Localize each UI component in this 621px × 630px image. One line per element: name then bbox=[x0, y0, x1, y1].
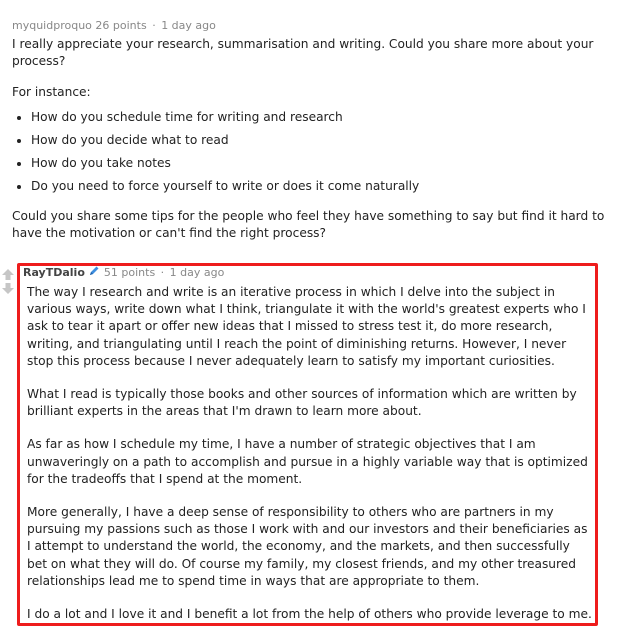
parent-comment bbox=[12, 16, 612, 256]
list-item: • How do you decide what to read bbox=[31, 132, 612, 149]
reply-comment-body bbox=[19, 284, 597, 623]
upvote-arrow-icon[interactable] bbox=[1, 268, 15, 281]
parent-comment-age[interactable]: 1 day ago bbox=[161, 19, 216, 32]
reply-comment-meta bbox=[23, 262, 597, 284]
reply-comment-author[interactable]: RayTDalio bbox=[23, 266, 85, 279]
reply-paragraph: More generally, I have a deep sense of responsibility to others who are partners in my pursuing my passions such as those I work with and our investors and their beneficiaries as I attempt to understand the world, the economy, and the markets, and then successfully bet on what they will do. Of course my family, my closest friends, and my other treasured relationships lead me to spend time in ways that are appropriate to them. bbox=[27, 505, 588, 588]
parent-comment-question-list bbox=[12, 109, 612, 195]
reply-comment-age[interactable]: 1 day ago bbox=[169, 266, 225, 279]
reply-paragraph: The way I research and write is an iterative process in which I delve into the subject in various ways, write down what I think, triangulate it with the world's greatest experts who I ask to tear it apart or offer new ideas that I missed to stress test it, do more research, writing, and triangulating until I reach the point of diminishing returns. However, I never stop this process because I never adequately learn to satisfy my important curiosities. bbox=[27, 285, 586, 368]
parent-comment-points: 26 points bbox=[95, 19, 147, 32]
reply-comment bbox=[19, 262, 597, 623]
reply-paragraph: I do a lot and I love it and I benefit a lot from the help of others who provide leverage to me. bbox=[27, 607, 592, 622]
reply-paragraph: As far as how I schedule my time, I have a number of strategic objectives that I am unwaveringly on a path to accomplish and pursue in a highly variable way that is optimized for the tradeoffs that I spend at the moment. bbox=[27, 437, 588, 486]
parent-comment-author[interactable]: myquidproquo bbox=[12, 19, 92, 32]
parent-comment-intro: I really appreciate your research, summarisation and writing. Could you share more about your process? bbox=[12, 37, 594, 68]
parent-comment-closing: Could you share some tips for the people who feel they have something to say but find it hard to have the motivation or can't find the right process? bbox=[12, 209, 605, 240]
meta-separator: · bbox=[160, 266, 165, 279]
list-item: • How do you take notes bbox=[31, 155, 612, 172]
meta-separator: · bbox=[152, 19, 156, 32]
list-item: • Do you need to force yourself to write or does it come naturally bbox=[31, 178, 612, 195]
list-item: • How do you schedule time for writing and research bbox=[31, 109, 612, 126]
parent-comment-meta bbox=[12, 16, 612, 36]
downvote-arrow-icon[interactable] bbox=[1, 282, 15, 295]
parent-comment-body bbox=[12, 36, 612, 242]
reply-paragraph: What I read is typically those books and other sources of information which are written by brilliant experts in the areas that I'm drawn to learn more about. bbox=[27, 387, 577, 419]
pencil-icon bbox=[88, 265, 100, 277]
reply-comment-points: 51 points bbox=[103, 266, 156, 279]
parent-comment-for-instance: For instance: bbox=[12, 85, 91, 99]
vote-arrows bbox=[1, 268, 15, 295]
